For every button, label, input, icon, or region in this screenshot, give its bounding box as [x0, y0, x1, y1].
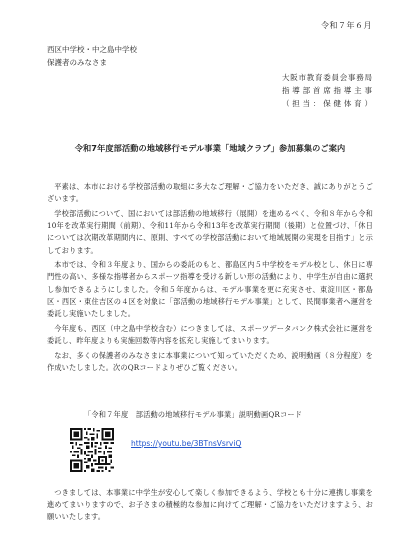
document-title: 令和7年度部活動の地域移行モデル事業「地域クラブ」参加募集のご案内	[74, 143, 346, 153]
addressee-guardians: 保護者のみなさま	[47, 58, 107, 67]
paragraph-greeting: 平素は、本市における学校部活動の取組に多大なご理解・ご協力をいただき、誠にありがとうございます。	[47, 182, 373, 204]
qr-code-icon[interactable]	[70, 428, 114, 472]
paragraph-video-intro: なお、多くの保護者のみなさまに本事業について知っていただくため、説明動画（８分程度）を作成いたしました。次のQRコードよりぜひご覧ください。	[47, 350, 373, 372]
video-caption: 「令和７年度 部活動の地域移行モデル事業」説明動画QRコード	[84, 410, 303, 419]
sender-dept: 指導部首席指導主事	[282, 86, 372, 95]
document-date: 令和７年６月	[321, 21, 372, 30]
sender-block	[282, 71, 372, 110]
body-text	[47, 181, 373, 377]
paragraph-this-year: 今年度も、西区（中之島中学校含む）につきましては、スポーツデータバンク株式会社に運営を委託し、昨年度よりも実施回数等内容を拡充し実施してまいります。	[47, 323, 373, 345]
paragraph-city-model: 本市では、令和３年度より、国からの委託のもと、都島区内５中学校をモデル校とし、休日に専門性の高い、多様な指導者からスポーツ指導を受ける新しい形の活動により、中学生が自由に選択し参加できるようにしました。令和５年度からは、モデル事業を更に充実させ、東淀川区・都島区・西区・東住吉区の４区を対象に「部活動の地域移行モデル事業」として、民間事業者へ運営を委託し実施いたしました。	[47, 260, 373, 319]
sender-org: 大阪市教育委員会事務局	[282, 73, 372, 82]
paragraph-closing: つきましては、本事業に中学生が安心して楽しく参加できるよう、学校とも十分に連携し事業を進めてまいりますので、お子さまの積極的な参加に向けてご理解・ご協力をいただけますよう、お願いいたします。	[47, 488, 373, 522]
closing-text	[47, 487, 373, 524]
addressee-school: 西区中学校・中之島中学校	[47, 45, 137, 54]
paragraph-national-policy: 学校部活動について、国においては部活動の地域移行（展開）を進めるべく、令和８年から令和10年を改革実行期間（前期）、令和11年から令和13年を改革実行期間（後期）と位置づけ、「休日については次期改革期間内に、原則、すべての学校部活動において地域展開の実現を目指す」と示しております。	[47, 208, 373, 255]
sender-contact: （担当：保健体育）	[282, 99, 372, 108]
addressee-block	[47, 43, 137, 69]
video-link[interactable]: https://youtu.be/3BTnsVsrviQ	[131, 439, 242, 448]
